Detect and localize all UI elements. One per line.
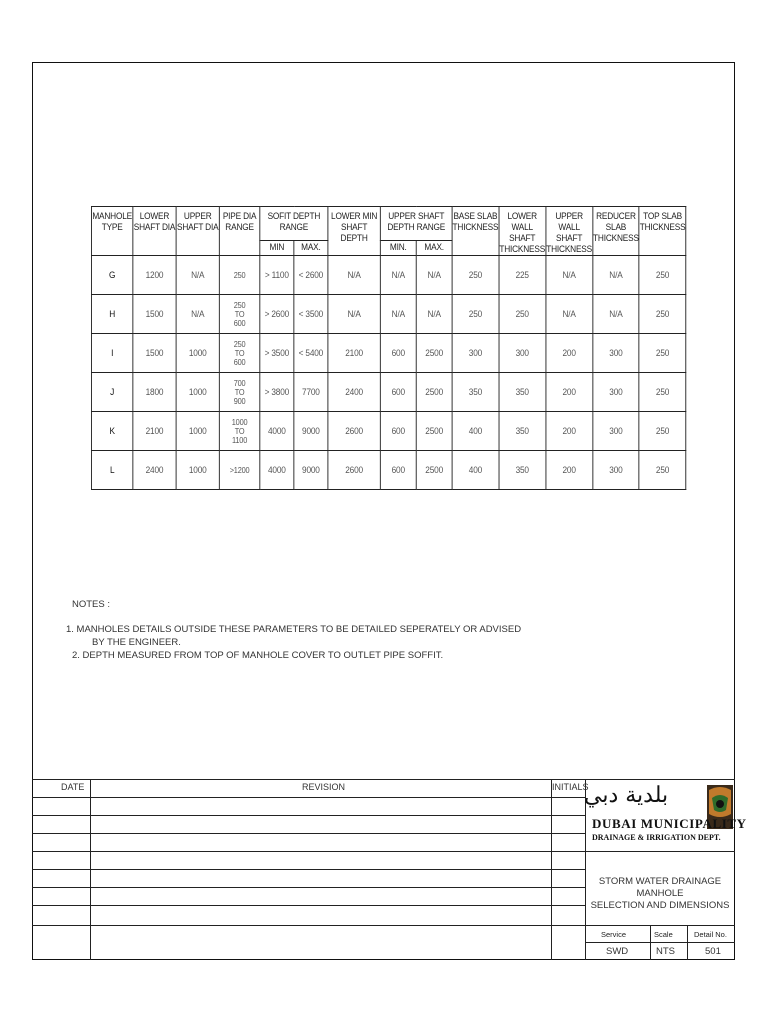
cell-red: 300: [593, 373, 640, 412]
service-label: Service: [601, 930, 627, 939]
cell-smin: > 3500: [260, 334, 294, 373]
scale-label: Scale: [654, 930, 673, 939]
cell-upper: 1000: [176, 373, 219, 412]
cell-lwall: 225: [499, 256, 546, 295]
cell-red: 300: [593, 412, 640, 451]
header-upper-max: MAX.: [416, 240, 452, 255]
detail-no-value: 501: [705, 946, 721, 957]
cell-base: 250: [452, 256, 499, 295]
cell-type: L: [91, 451, 132, 490]
pipe-range-part: TO: [234, 309, 245, 319]
pipe-range-part: 250: [233, 270, 246, 280]
table-row: [91, 334, 685, 373]
table-row: [91, 451, 685, 490]
cell-umax: N/A: [416, 295, 452, 334]
notes-block: [66, 598, 522, 662]
org-name: DUBAI MUNICIPALITY: [592, 816, 747, 831]
cell-lwall: 300: [499, 334, 546, 373]
cell-lwall: 350: [499, 373, 546, 412]
cell-umax: 2500: [416, 451, 452, 490]
cell-upper: 1000: [176, 334, 219, 373]
cell-lmin: 2400: [328, 373, 380, 412]
cell-lower: 1500: [133, 295, 176, 334]
cell-lmin: 2600: [328, 412, 380, 451]
cell-upper: N/A: [176, 256, 219, 295]
drawing-title: [590, 876, 730, 912]
manhole-table: [91, 206, 686, 490]
cell-base: 400: [452, 451, 499, 490]
org-arabic-name: بلدية دبي: [584, 783, 669, 808]
cell-uwall: N/A: [546, 256, 593, 295]
pipe-range-part: TO: [234, 426, 245, 436]
cell-lmin: 2100: [328, 334, 380, 373]
cell-uwall: 200: [546, 373, 593, 412]
cell-smax: 9000: [294, 412, 328, 451]
cell-pipe: [219, 334, 259, 373]
header-pipe-dia-range: PIPE DIA RANGE: [219, 207, 259, 256]
pipe-range-part: 1000: [231, 417, 248, 427]
table-body: [91, 256, 685, 490]
table-row: [91, 412, 685, 451]
cell-lmin: N/A: [328, 295, 380, 334]
cell-umax: N/A: [416, 256, 452, 295]
table-row: [91, 373, 685, 412]
date-label: DATE: [61, 782, 85, 792]
cell-top: 250: [639, 334, 686, 373]
cell-upper: N/A: [176, 295, 219, 334]
cell-smin: > 3800: [260, 373, 294, 412]
cell-base: 350: [452, 373, 499, 412]
cell-umin: N/A: [380, 256, 416, 295]
cell-lwall: 250: [499, 295, 546, 334]
cell-top: 250: [639, 256, 686, 295]
pipe-range-part: 250: [233, 300, 246, 310]
cell-lwall: 350: [499, 412, 546, 451]
header-base-slab: BASE SLAB THICKNESS: [452, 207, 499, 256]
cell-base: 400: [452, 412, 499, 451]
cell-umin: 600: [380, 334, 416, 373]
cell-smin: > 1100: [260, 256, 294, 295]
cell-lwall: 350: [499, 451, 546, 490]
cell-umax: 2500: [416, 412, 452, 451]
cell-umin: 600: [380, 451, 416, 490]
cell-pipe: [219, 412, 259, 451]
cell-top: 250: [639, 451, 686, 490]
cell-red: N/A: [593, 256, 640, 295]
cell-smax: 9000: [294, 451, 328, 490]
cell-lmin: 2600: [328, 451, 380, 490]
header-top-slab: TOP SLAB THICKNESS: [639, 207, 686, 256]
cell-lower: 1500: [133, 334, 176, 373]
notes-heading: NOTES :: [72, 599, 111, 610]
cell-smin: 4000: [260, 451, 294, 490]
header-lower-min-shaft-depth: LOWER MIN SHAFT DEPTH: [328, 207, 380, 256]
dept-name: DRAINAGE & IRRIGATION DEPT.: [592, 833, 721, 842]
header-soffit-max: MAX.: [294, 240, 328, 255]
cell-red: 300: [593, 451, 640, 490]
scale-value: NTS: [656, 946, 675, 957]
cell-smax: < 3500: [294, 295, 328, 334]
cell-uwall: N/A: [546, 295, 593, 334]
cell-top: 250: [639, 295, 686, 334]
drawing-title-line-1: STORM WATER DRAINAGE MANHOLE: [598, 876, 722, 899]
cell-pipe: [219, 295, 259, 334]
cell-lower: 1800: [133, 373, 176, 412]
service-value: SWD: [606, 946, 629, 957]
pipe-range-part: 1100: [232, 435, 248, 445]
cell-type: H: [91, 295, 132, 334]
cell-upper: 1000: [176, 412, 219, 451]
cell-pipe: [219, 256, 259, 295]
header-upper-shaft-dia: UPPER SHAFT DIA: [176, 207, 219, 256]
cell-lower: 1200: [133, 256, 176, 295]
pipe-range-part: 900: [233, 396, 246, 406]
cell-upper: 1000: [176, 451, 219, 490]
cell-top: 250: [639, 412, 686, 451]
pipe-range-part: 600: [233, 318, 246, 328]
header-lower-shaft-dia: LOWER SHAFT DIA: [133, 207, 176, 256]
pipe-range-part: 250: [233, 339, 246, 349]
header-upper-wall: UPPER WALL SHAFT THICKNESS: [546, 207, 593, 256]
header-lower-wall: LOWER WALL SHAFT THICKNESS: [499, 207, 546, 256]
pipe-range-part: >1200: [229, 465, 250, 475]
cell-uwall: 200: [546, 334, 593, 373]
cell-umin: 600: [380, 412, 416, 451]
cell-red: N/A: [593, 295, 640, 334]
header-manhole-type: MANHOLE TYPE: [91, 207, 132, 256]
pipe-range-part: TO: [234, 387, 245, 397]
table-row: [91, 256, 685, 295]
cell-base: 250: [452, 295, 499, 334]
header-soffit-min: MIN: [260, 240, 294, 255]
drawing-title-line-2: SELECTION AND DIMENSIONS: [590, 900, 730, 911]
note-2: 2. DEPTH MEASURED FROM TOP OF MANHOLE COVER TO OUTLET PIPE SOFFIT.: [72, 650, 444, 661]
cell-type: K: [91, 412, 132, 451]
cell-umin: N/A: [380, 295, 416, 334]
note-1-continued: BY THE ENGINEER.: [92, 637, 181, 648]
cell-pipe: [219, 451, 259, 490]
cell-lower: 2100: [133, 412, 176, 451]
cell-smax: < 5400: [294, 334, 328, 373]
note-1: 1. MANHOLES DETAILS OUTSIDE THESE PARAMETERS TO BE DETAILED SEPERATELY OR ADVISED: [66, 624, 522, 635]
cell-smax: < 2600: [294, 256, 328, 295]
header-soffit-depth-range: SOFIT DEPTH RANGE: [260, 207, 328, 241]
cell-pipe: [219, 373, 259, 412]
header-upper-shaft-depth-range: UPPER SHAFT DEPTH RANGE: [380, 207, 452, 241]
pipe-range-part: TO: [234, 348, 245, 358]
initials-label: INITIALS: [552, 782, 589, 792]
pipe-range-part: 700: [233, 378, 246, 388]
cell-umax: 2500: [416, 334, 452, 373]
cell-smin: > 2600: [260, 295, 294, 334]
table-row: [91, 295, 685, 334]
header-reducer-slab: REDUCER SLAB THICKNESS: [593, 207, 640, 256]
cell-uwall: 200: [546, 412, 593, 451]
cell-base: 300: [452, 334, 499, 373]
cell-umax: 2500: [416, 373, 452, 412]
cell-lmin: N/A: [328, 256, 380, 295]
cell-umin: 600: [380, 373, 416, 412]
revision-label: REVISION: [302, 782, 346, 792]
cell-red: 300: [593, 334, 640, 373]
cell-lower: 2400: [133, 451, 176, 490]
pipe-range-part: 600: [233, 357, 246, 367]
cell-smax: 7700: [294, 373, 328, 412]
cell-top: 250: [639, 373, 686, 412]
header-upper-min: MIN.: [380, 240, 416, 255]
cell-uwall: 200: [546, 451, 593, 490]
cell-type: I: [91, 334, 132, 373]
cell-smin: 4000: [260, 412, 294, 451]
detail-no-label: Detail No.: [694, 930, 727, 939]
cell-type: J: [91, 373, 132, 412]
cell-type: G: [91, 256, 132, 295]
